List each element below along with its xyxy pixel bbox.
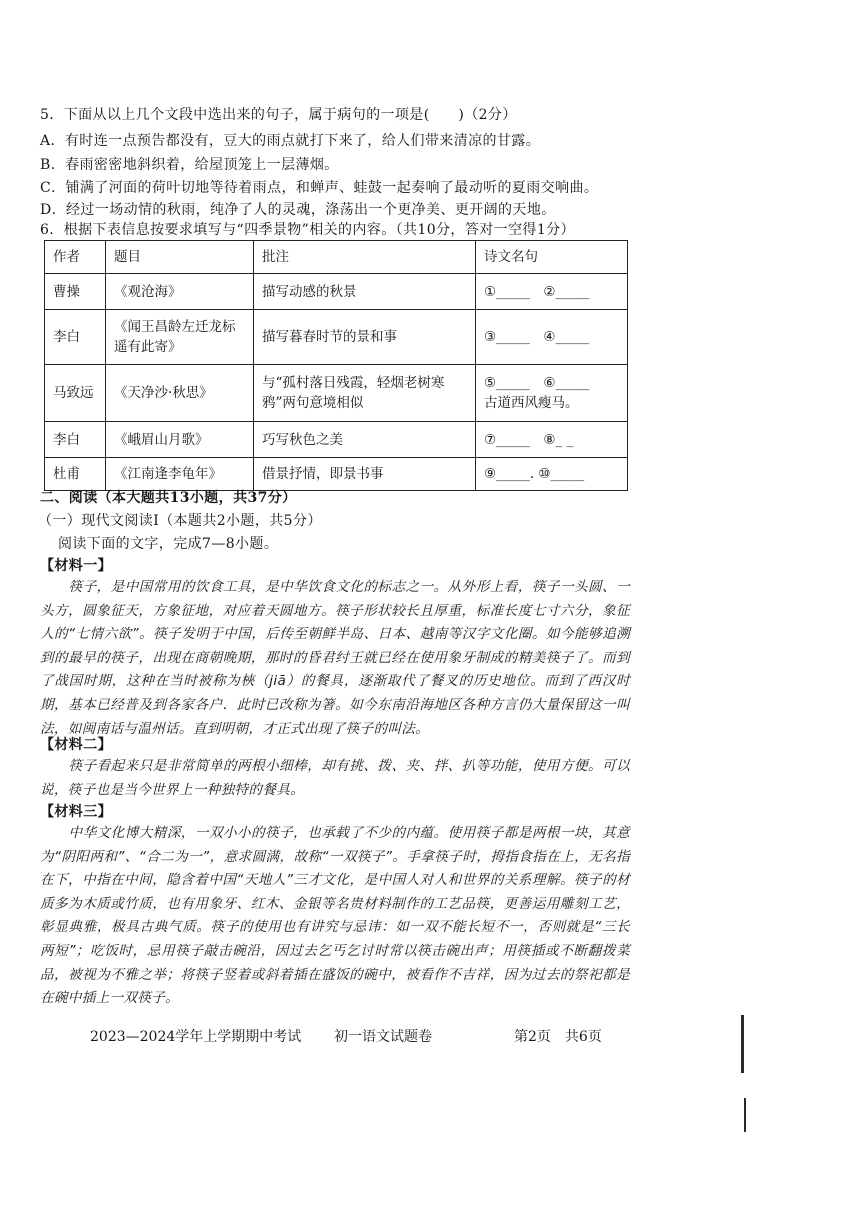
table-header-title: 题目 xyxy=(106,241,254,274)
scan-edge-mark xyxy=(741,1015,744,1073)
answer-blank-cell[interactable]: ⑨_____. ⑩_____ xyxy=(476,458,628,491)
scan-edge-mark xyxy=(744,1098,746,1132)
table-cell-title: 《观沧海》 xyxy=(106,274,254,310)
answer-blank-cell[interactable]: ③_____ ④_____ xyxy=(476,310,628,365)
question-5-stem: 5．下面从以上几个文段中选出来的句子，属于病句的一项是( )（2分） xyxy=(40,107,517,123)
table-row xyxy=(45,310,628,365)
table-cell-annotation: 描写动感的秋景 xyxy=(254,274,476,310)
material-1-text: 筷子，是中国常用的饮食工具，是中华饮食文化的标志之一。从外形上看，筷子一头圆、一头方，圆象征天，方象征地，对应着天圆地方。筷子形状较长且厚重，标准长度七寸六分，象征人的“七情六欲”。筷子发明于中国，后传至朝鲜半岛、日本、越南等汉字文化圈。如今能够追溯到的最早的筷子，出现在商朝晚期，那时的昏君纣王就已经在使用象牙制成的精美筷子了。而到了战国时期，这种在当时被称为梜（jiā）的餐具，逐渐取代了餐叉的历史地位。而到了西汉时期，基本已经普及到各家各户．此时已改称为箸。如今东南沿海地区各种方言仍大量保留这一叫法，如闽南话与温州话。直到明朝，才正式出现了筷子的叫法。 xyxy=(40,579,630,737)
answer-blank-cell[interactable]: ⑤_____ ⑥_____ 古道西风瘦马。 xyxy=(476,365,628,422)
question-5-option-a: A．有时连一点预告都没有，豆大的雨点就打下来了，给人们带来清凉的甘露。 xyxy=(40,133,541,149)
table-cell-annotation: 与“孤村落日残霞，轻烟老树寒鸦”两句意境相似 xyxy=(254,365,476,422)
reading-instruction: 阅读下面的文字，完成7—8小题。 xyxy=(58,536,279,552)
table-cell-title: 《天净沙·秋思》 xyxy=(106,365,254,422)
table-cell-title: 《峨眉山月歌》 xyxy=(106,422,254,458)
question-6-stem: 6．根据下表信息按要求填写与“四季景物”相关的内容。（共10分，答对一空得1分） xyxy=(40,222,575,238)
section-2-title: 二、阅读（本大题共13小题，共37分） xyxy=(40,490,297,506)
table-cell-annotation: 巧写秋色之美 xyxy=(254,422,476,458)
section-2-subtitle: （一）现代文阅读Ⅰ（本题共2小题，共5分） xyxy=(38,513,322,529)
answer-blank-cell[interactable]: ①_____ ②_____ xyxy=(476,274,628,310)
table-cell-author: 杜甫 xyxy=(45,458,106,491)
answer-blank-cell[interactable]: ⑦_____ ⑧_ _ xyxy=(476,422,628,458)
question-5-option-d: D．经过一场动情的秋雨，纯净了人的灵魂，涤荡出一个更净美、更开阔的天地。 xyxy=(40,202,556,218)
footer-exam-name: 2023—2024学年上学期期中考试 xyxy=(90,1029,302,1045)
table-row xyxy=(45,365,628,422)
table-row xyxy=(45,458,628,491)
material-1-label: 【材料一】 xyxy=(40,558,112,574)
material-2-text: 筷子看起来只是非常简单的两根小细棒，却有挑、拨、夹、拌、扒等功能，使用方便。可以说，筷子也是当今世界上一种独特的餐具。 xyxy=(40,758,630,798)
table-row xyxy=(45,422,628,458)
footer-page-number: 第2页 共6页 xyxy=(514,1029,602,1045)
material-3-text: 中华文化博大精深，一双小小的筷子，也承载了不少的内蕴。使用筷子都是两根一块，其意为“阴阳两和”、“合二为一”，意求圆满，故称“一双筷子”。手拿筷子时，拇指食指在上，无名指在下，中指在中间，隐含着中国“天地人”三才文化，是中国人对人和世界的关系理解。筷子的材质多为木质或竹质，也有用象牙、红木、金银等名贵材料制作的工艺品筷，更善运用雕刻工艺，彰显典雅，极具古典气质。筷子的使用也有讲究与忌讳：如一双不能长短不一，否则就是“三长两短”；吃饭时，忌用筷子敲击碗沿，因过去乞丐乞讨时常以筷击碗出声；用筷插或不断翻拨菜品，被视为不雅之举；将筷子竖着或斜着插在盛饭的碗中，被看作不吉祥，因为过去的祭祀都是在碗中插上一双筷子。 xyxy=(40,825,630,1007)
table-cell-annotation: 借景抒情，即景书事 xyxy=(254,458,476,491)
footer-paper-name: 初一语文试题卷 xyxy=(334,1029,432,1045)
table-header-author: 作者 xyxy=(45,241,106,274)
table-cell-author: 马致远 xyxy=(45,365,106,422)
table-cell-author: 李白 xyxy=(45,422,106,458)
material-2-label: 【材料二】 xyxy=(40,737,112,753)
table-header-row xyxy=(45,241,628,274)
table-cell-title: 《江南逢李龟年》 xyxy=(106,458,254,491)
table-header-verse: 诗文名句 xyxy=(476,241,628,274)
material-3-label: 【材料三】 xyxy=(40,804,112,820)
table-header-annotation: 批注 xyxy=(254,241,476,274)
table-cell-annotation: 描写暮春时节的景和事 xyxy=(254,310,476,365)
table-cell-title: 《闻王昌龄左迁龙标遥有此寄》 xyxy=(106,310,254,365)
question-5-option-b: B．春雨密密地斜织着，给屋顶笼上一层薄烟。 xyxy=(40,157,339,173)
seasons-scenery-table xyxy=(44,240,628,491)
table-cell-author: 李白 xyxy=(45,310,106,365)
table-row xyxy=(45,274,628,310)
table-cell-author: 曹操 xyxy=(45,274,106,310)
question-5-option-c: C．铺满了河面的荷叶切地等待着雨点，和蝉声、蛙鼓一起奏响了最动听的夏雨交响曲。 xyxy=(40,180,599,196)
